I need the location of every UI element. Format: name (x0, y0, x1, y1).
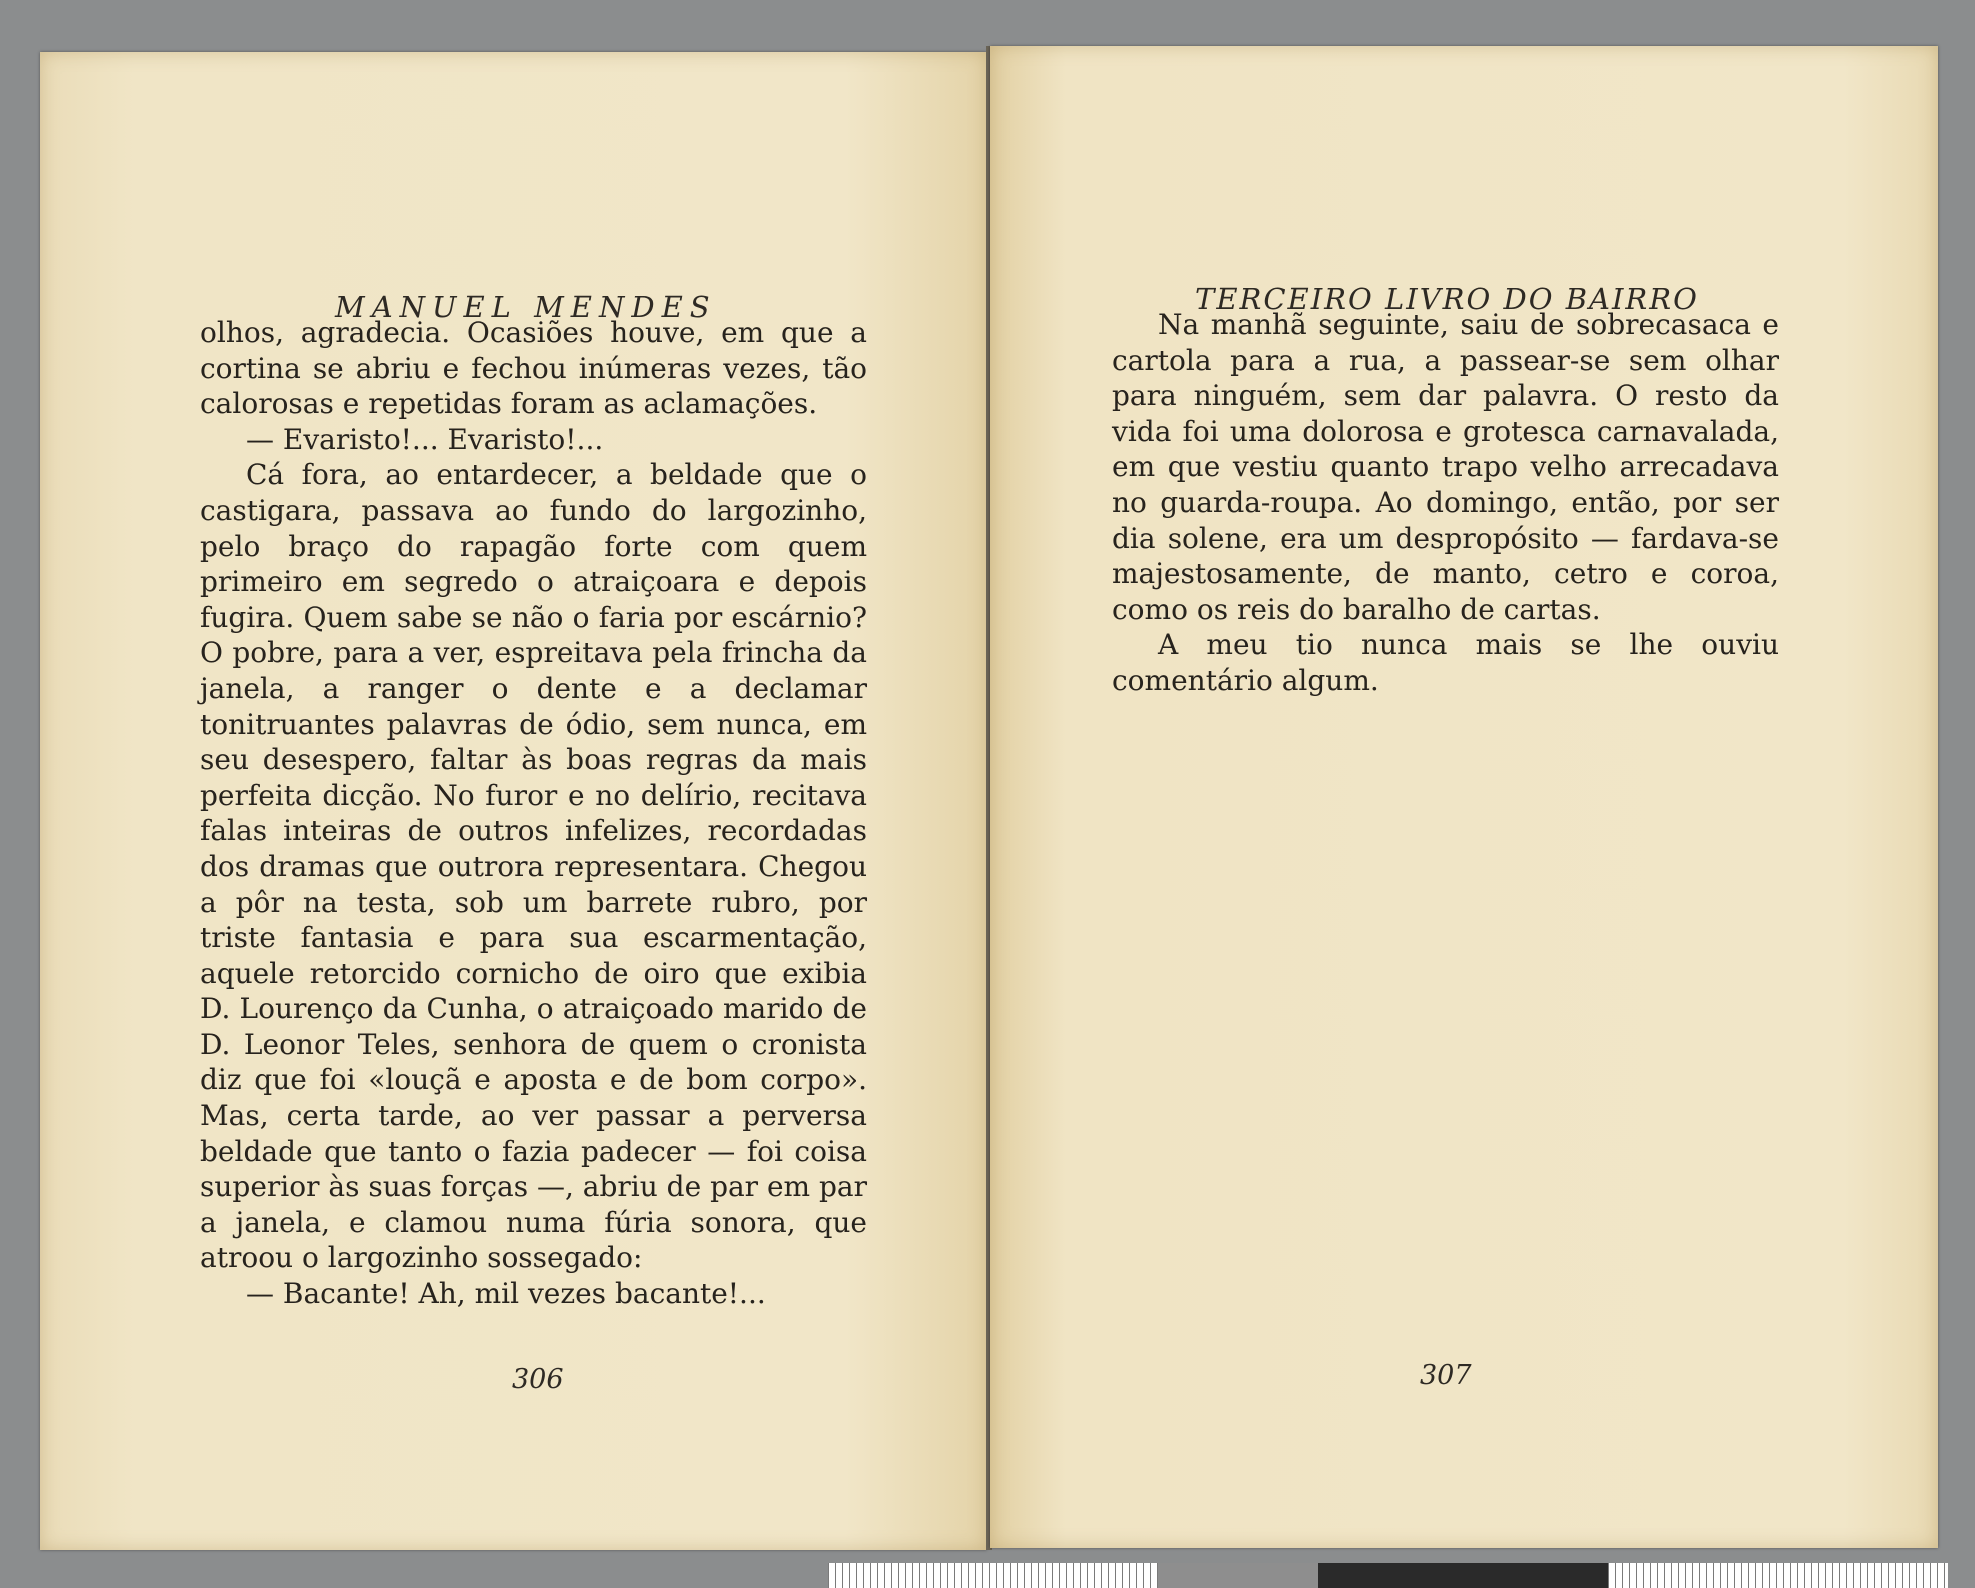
page-number-left: 306 (512, 1364, 564, 1395)
ruler-ticks (1608, 1563, 1948, 1588)
ruler-ticks (828, 1563, 1158, 1588)
page-number-right: 307 (1420, 1360, 1472, 1391)
running-head-left: MANUEL MENDES (335, 290, 717, 324)
body-text-left (200, 315, 867, 1312)
paragraph: — Evaristo!... Evaristo!... (246, 422, 604, 456)
paragraph: Cá fora, ao entardecer, a beldade que o castigara, passava ao fundo do largozinho, pelo braço do rapagão forte com quem primeiro em segredo o atraiçoara e depois fugira. Quem sabe se não o faria por escárnio? O pobre, para a ver, espreitava pela frincha da janela, a ranger o dente e a declamar tonitruantes palavras de ódio, sem nunca, em seu desespero, faltar às boas regras da mais perfeita dicção. No furor e no delírio, recitava falas inteiras de outros infelizes, recordadas dos dramas que outrora representara. Chegou a pôr na testa, sob um barrete rubro, por triste fantasia e para sua escarmentação, aquele retorcido cornicho de oiro que exibia D. Lourenço da Cunha, o atraiçoado marido de D. Leonor Teles, senhora de quem o cronista diz que foi «louçã e aposta e de bom corpo». Mas, certa tarde, ao ver passar a perversa beldade que tanto o fazia padecer — foi coisa superior às suas forças —, abriu de par em par a janela, e clamou numa fúria sonora, que atroou o largozinho sossegado: (200, 458, 867, 1275)
paragraph: A meu tio nunca mais se lhe ouviu comentário algum. (1112, 628, 1779, 697)
right-page (990, 46, 1938, 1548)
left-page (40, 52, 987, 1550)
paragraph: Na manhã seguinte, saiu de sobrecasaca e cartola para a rua, a passear-se sem olhar para ninguém, sem dar palavra. O resto da vida foi uma dolorosa e grotesca carnavalada, em que vestiu quanto trapo velho arrecadava no guarda-roupa. Ao domingo, então, por ser dia solene, era um despropósito — fardava-se majestosamente, de manto, cetro e coroa, como os reis do baralho de cartas. (1112, 308, 1779, 626)
color-patch-grey (1158, 1563, 1318, 1588)
running-head-right: TERCEIRO LIVRO DO BAIRRO (1195, 282, 1699, 316)
paragraph: — Bacante! Ah, mil vezes bacante!... (246, 1277, 766, 1311)
scale-ruler (828, 1563, 1948, 1588)
paragraph: olhos, agradecia. Ocasiões houve, em que a cortina se abriu e fechou inúmeras vezes, tão calorosas e repetidas foram as aclamações. (200, 316, 867, 421)
body-text-right (1112, 307, 1779, 699)
color-patch-black (1318, 1563, 1608, 1588)
